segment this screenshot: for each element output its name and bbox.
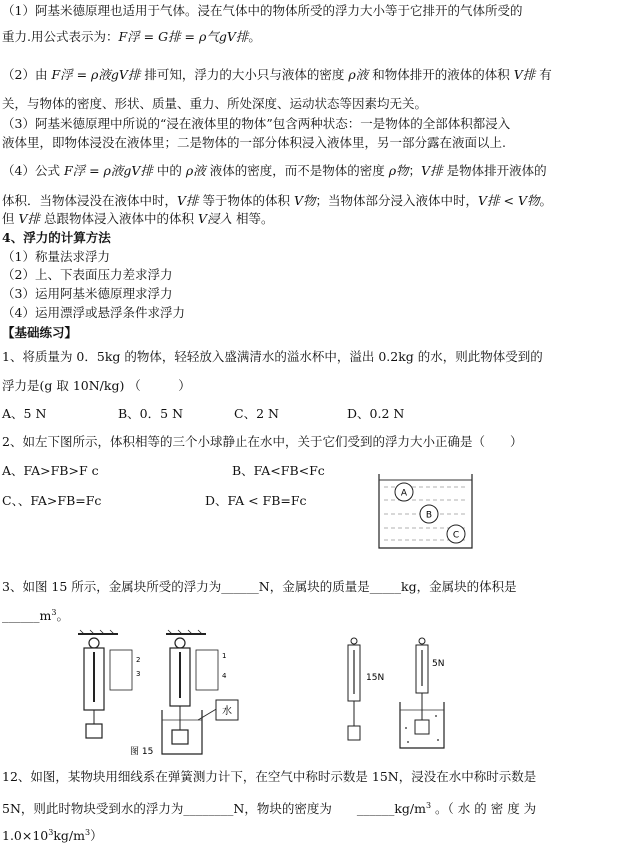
formula: F浮 = G排 = ρ气gV排 [118, 29, 249, 44]
text: 重力.用公式表示为： [2, 29, 119, 44]
para-3-line-1: （3）阿基米德原理中所说的“浸在液体里的物体”包含两种状态：一是物体的全部体积都浸入 [2, 116, 511, 131]
text: 总跟物体浸入液体中的体积 [40, 211, 198, 226]
text: 1.0×10 [2, 828, 49, 843]
hook-ring [175, 638, 185, 648]
text: 。 [539, 193, 553, 208]
superscript: 3 [425, 801, 432, 810]
hook-ring [89, 638, 99, 648]
q2-option-d: D、FA < FB=Fc [205, 493, 307, 508]
figure-15 [70, 628, 260, 760]
q2-option-c: C、、FA>FB=Fc [2, 493, 102, 508]
text: 。（ 水 的 密 度 为 [431, 801, 537, 816]
question-2: 2、如左下图所示，体积相等的三个小球静止在水中，关于它们受到的浮力大小正确是（ ） [2, 434, 523, 449]
ball-a-label: A [400, 488, 408, 499]
question-12-line-1: 12、如图，某物块用细线系在弹簧测力计下，在空气中称时示数是 15N，浸没在水中称时示数是 [2, 769, 537, 784]
q1-option-b: B、0．5 N [118, 406, 184, 421]
text: 和物体排开的液体的体积 [368, 67, 514, 82]
para-2-line-2: 关，与物体的密度、形状、质量、重力、所处深度、运动状态等因素均无关。 [2, 96, 428, 111]
q1-option-a: A、5 N [2, 406, 47, 421]
object-block [415, 720, 429, 734]
question-3-line-2 [2, 604, 69, 625]
para-1-line-1: （1）阿基米德原理也适用于气体。浸在气体中的物体所受的浮力大小等于它排开的气体所受的 [2, 3, 523, 18]
formula: F浮 = ρ液gV排 [51, 67, 141, 82]
text: ；当物体部分浸入液体中时， [315, 193, 479, 208]
q1-option-c: C、2 N [234, 406, 279, 421]
formula: ρ液 [185, 163, 206, 178]
water-dot [435, 715, 437, 717]
tick-label: 1 [222, 652, 227, 660]
text: 体积．当物体浸没在液体中时， [2, 193, 178, 208]
superscript: 3 [85, 828, 91, 837]
text: 相等。 [232, 211, 274, 226]
text: 。 [56, 608, 69, 623]
para-1-line-2 [2, 28, 261, 46]
text: 是物体排开液体的 [442, 163, 547, 178]
text: 但 [2, 211, 19, 226]
superscript: 3 [51, 608, 57, 617]
hook-ring [351, 638, 357, 644]
text: ） [90, 828, 103, 843]
reading-water: 5N [432, 659, 445, 669]
practice-heading: 【基础练习】 [2, 325, 78, 340]
method-2: （2）上、下表面压力差求浮力 [2, 267, 173, 282]
metal-block [172, 730, 188, 744]
text: 等于物体的体积 [198, 193, 294, 208]
tick-label: 3 [136, 670, 141, 678]
q2-balls-figure [376, 470, 476, 552]
para-4-line-3 [2, 210, 273, 228]
dial-zoom [196, 650, 218, 690]
water-dot [407, 741, 409, 743]
para-2-line-1 [2, 66, 552, 84]
hook-ring [419, 638, 425, 644]
tick-label: 2 [136, 656, 141, 664]
method-3: （3）运用阿基米德原理求浮力 [2, 286, 173, 301]
formula: ρ物 [388, 163, 409, 178]
water-dot [437, 739, 439, 741]
reading-air: 15N [366, 673, 385, 683]
text: 液体的密度，而不是物体的密度 [205, 163, 389, 178]
formula: V物 [294, 193, 316, 208]
q2-option-b: B、FA<FB<Fc [232, 463, 325, 478]
method-1: （1）称量法求浮力 [2, 249, 110, 264]
para-4-line-1 [2, 162, 547, 180]
water-label: 水 [222, 706, 232, 717]
text: ______m [2, 608, 52, 623]
text: （2）由 [2, 67, 52, 82]
object-block [348, 726, 360, 740]
para-4-line-2 [2, 192, 552, 210]
formula: V排 [18, 211, 41, 226]
formula: V浸入 [197, 211, 232, 226]
question-1-line-1: 1、将质量为 0．5kg 的物体，轻轻放入盛满清水的溢水杯中，溢出 0.2kg 的水，则此物体受到的 [2, 349, 543, 364]
q2-option-a: A、FA>FB>F c [2, 463, 99, 478]
tick-label: 4 [222, 672, 227, 680]
formula: V排 [421, 163, 443, 178]
text: 排可知，浮力的大小只与液体的密度 [140, 67, 349, 82]
question-12-line-3 [2, 824, 103, 845]
metal-block [86, 724, 102, 738]
q1-option-d: D、0.2 N [347, 406, 405, 421]
formula: V排 [513, 67, 536, 82]
dial-zoom [110, 650, 132, 690]
ball-c-label: C [452, 530, 460, 541]
formula: V排 [177, 193, 199, 208]
text: 5N，则此时物块受到水的浮力为________N，物块的密度为 ______kg/m [2, 801, 426, 816]
water-dot [405, 727, 407, 729]
formula: F浮 = ρ液gV排 [63, 163, 153, 178]
question-1-line-2: 浮力是(g 取 10N/kg) （ ） [2, 378, 191, 393]
formula: V排 < V物 [478, 193, 540, 208]
question-3-line-1: 3、如图 15 所示，金属块所受的浮力为______N，金属块的质量是_____kg，金属块的体积是 [2, 579, 517, 594]
question-12-line-2 [2, 797, 536, 818]
label-pointer [198, 708, 218, 720]
text: 。 [248, 29, 261, 44]
ball-b-label: B [425, 510, 433, 521]
section-heading: 4、浮力的计算方法 [2, 230, 111, 245]
method-4: （4）运用漂浮或悬浮条件求浮力 [2, 305, 185, 320]
text: 有 [535, 67, 552, 82]
text: kg/m [53, 828, 85, 843]
figure-caption: 图 15 [130, 747, 154, 757]
para-3-line-2: 液体里，即物体浸没在液体里；二是物体的一部分体积浸入液体里，另一部分露在液面以上. [2, 135, 506, 150]
text: 中的 [152, 163, 186, 178]
text: ； [408, 163, 422, 178]
q12-figure [330, 636, 470, 758]
text: （4）公式 [2, 163, 64, 178]
formula: ρ液 [348, 67, 369, 82]
superscript: 3 [48, 828, 54, 837]
